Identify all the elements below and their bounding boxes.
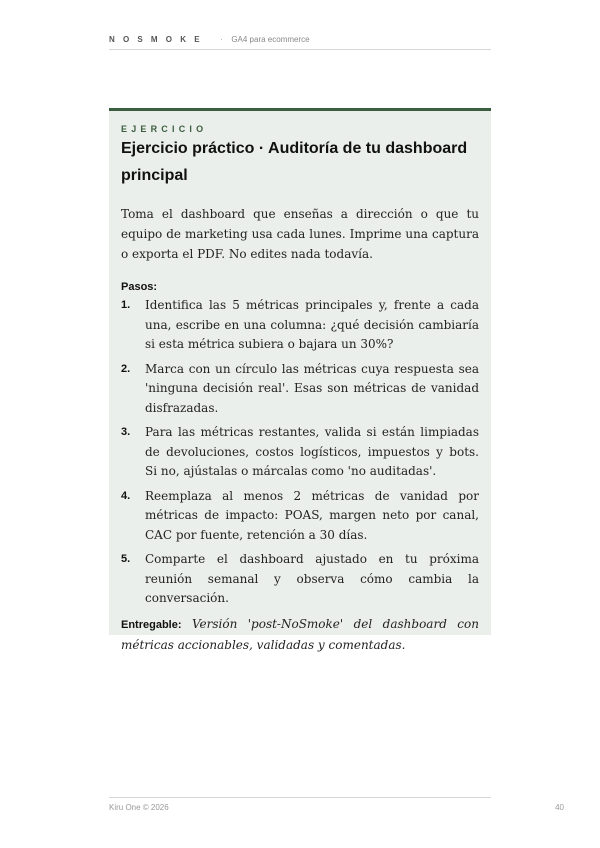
step-item (121, 550, 479, 609)
page-header (109, 32, 491, 50)
step-number: 1. (121, 299, 131, 311)
exercise-card (109, 108, 491, 652)
step-number: 3. (121, 426, 131, 438)
brand-name: NOSMOKE (109, 35, 208, 44)
steps-list (121, 296, 479, 609)
step-number: 4. (121, 489, 131, 502)
step-text: Para las métricas restantes, valida si están limpiadas de devoluciones, costos logísticos, impuestos y bots. Si no, ajústalas o márcalas como 'no auditadas'. (145, 425, 479, 478)
step-text: Comparte el dashboard ajustado en tu próxima reunión semanal y observa cómo cambia la conversación. (145, 552, 479, 605)
step-text: Identifica las 5 métricas principales y, frente a cada una, escribe en una columna: ¿qué decisión cambiaría si esta métrica subiera o bajara un 30%? (145, 298, 479, 351)
step-number: 5. (121, 553, 131, 565)
footer-divider (109, 797, 491, 798)
deliverable (121, 614, 479, 655)
footer-copyright: Kiru One © 2026 (109, 803, 169, 812)
step-number: 2. (121, 362, 131, 375)
steps-label: Pasos: (121, 281, 158, 293)
exercise-intro: Toma el dashboard que enseñas a dirección o que tu equipo de marketing usa cada lunes. Imprime una captura o exporta el PDF. No edites nada todavía. (121, 207, 479, 261)
page-number: 40 (555, 803, 564, 812)
step-text: Marca con un círculo las métricas cuya respuesta sea 'ninguna decisión real'. Esas son métricas de vanidad disfrazadas. (145, 361, 479, 415)
step-item (121, 423, 479, 482)
deliverable-label: Entregable: (121, 618, 182, 631)
header-subtitle: GA4 para ecommerce (231, 35, 310, 44)
step-item (121, 487, 479, 546)
page-footer (109, 797, 564, 817)
header-separator: · (220, 35, 223, 44)
exercise-eyebrow: EJERCICIO (121, 124, 208, 134)
step-text: Reemplaza al menos 2 métricas de vanidad por métricas de impacto: POAS, margen neto por canal, CAC por fuente, retención a 30 días. (145, 488, 479, 542)
exercise-title: Ejercicio práctico · Auditoría de tu dashboard principal (121, 140, 468, 184)
deliverable-text: Versión 'post-NoSmoke' del dashboard con métricas accionables, validadas y comentadas. (121, 616, 479, 652)
step-item (121, 360, 479, 419)
step-item (121, 296, 479, 355)
